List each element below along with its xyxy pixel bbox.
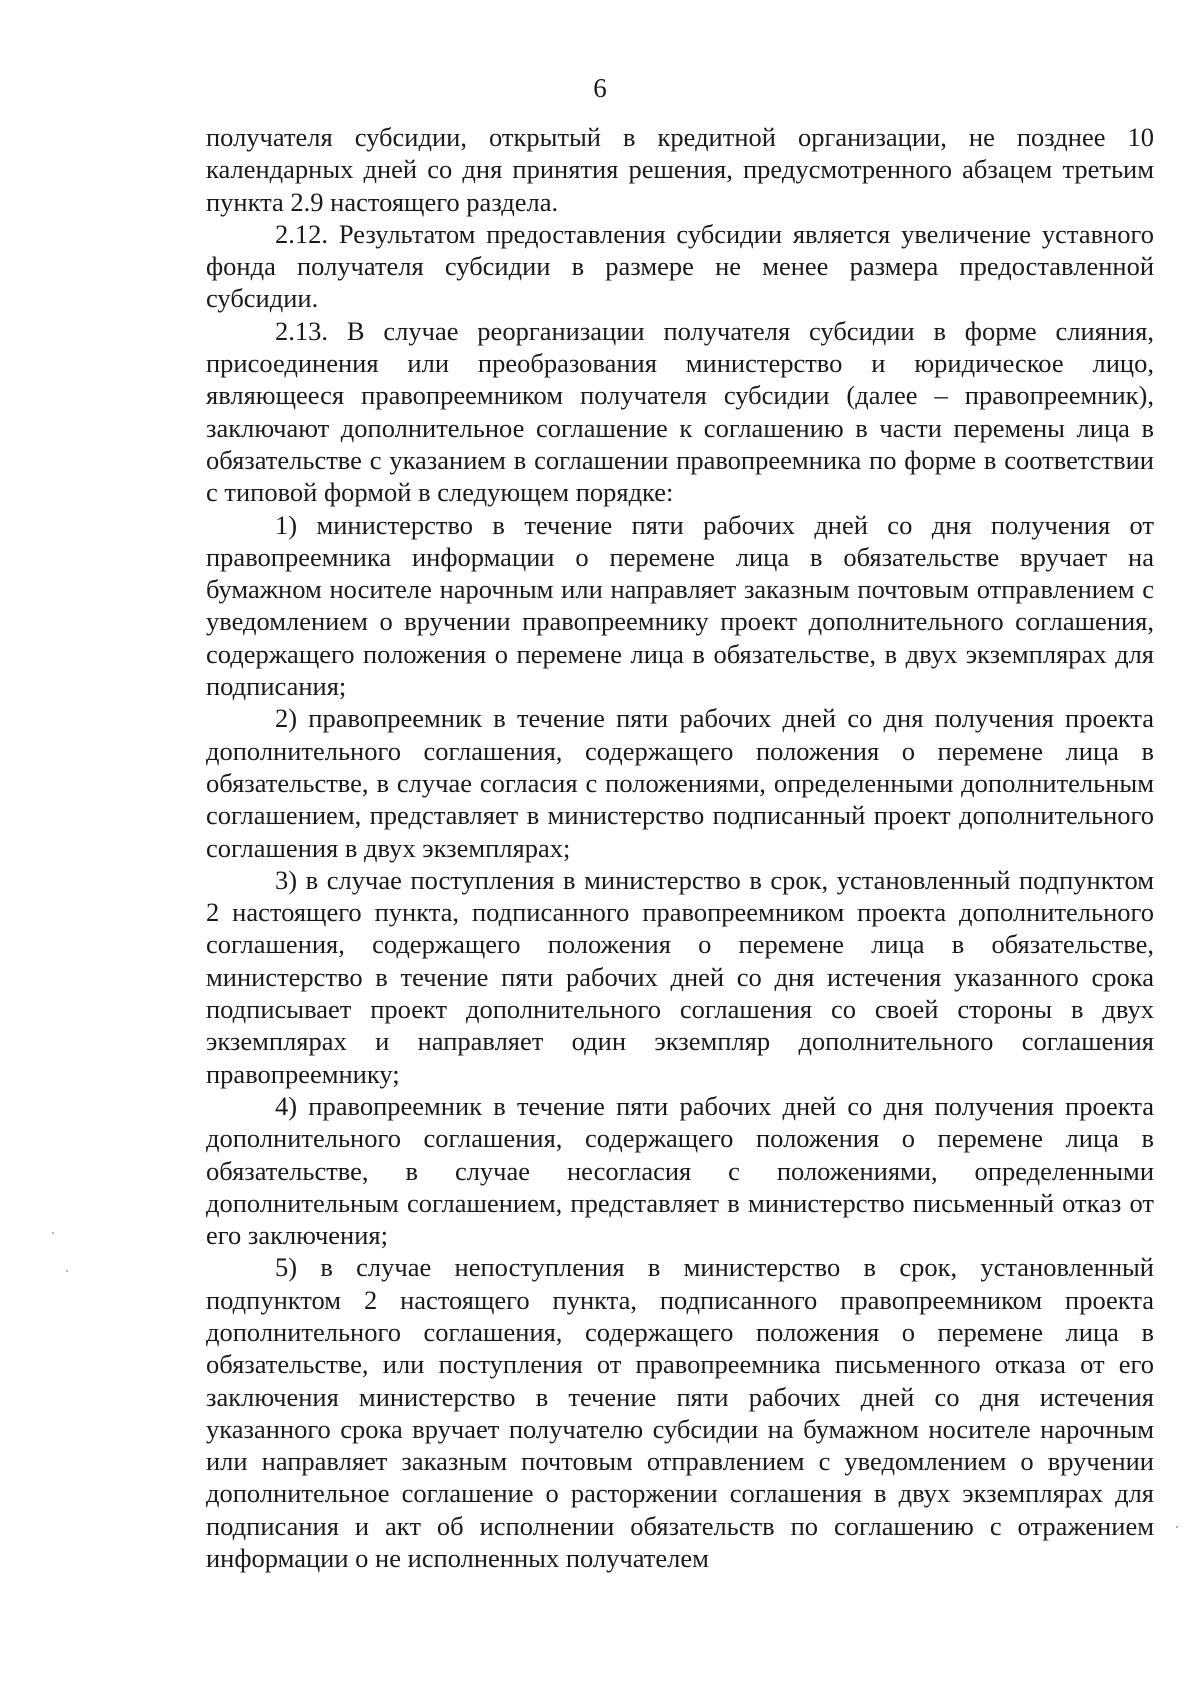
subparagraph-5: 5) в случае непоступления в министерство в срок, установленный подпунктом 2 настоящего пункта, подписанного правопреемником проекта дополнительного соглашения, содержащего положения о перемене лица в обязательстве, или поступления от правопреемника письменного отказа от его заключения министерство в течение пяти рабочих дней со дня истечения указанного срока вручает получателю субсидии на бумажном носителе нарочным или направляет заказным почтовым отправлением с уведомлением о вручении дополнительное соглашение о расторжении соглашения в двух экземплярах для подписания и акт об исполнении обязательств по соглашению с отражением информации о не исполненных получателем — [206, 1252, 1154, 1574]
document-body — [206, 121, 1154, 1574]
paragraph-continuation: получателя субсидии, открытый в кредитной организации, не позднее 10 календарных дней со дня принятия решения, предусмотренного абзацем третьим пункта 2.9 настоящего раздела. — [206, 122, 1154, 217]
scan-artifact — [66, 1270, 68, 1272]
paragraph-2-13: 2.13. В случае реорганизации получателя субсидии в форме слияния, присоединения или преобразования министерство и юридическое лицо, являющееся правопреемником получателя субсидии (далее – правопреемник), заключают дополнительное соглашение к соглашению в части перемены лица в обязательстве с указанием в соглашении правопреемника по форме в соответствии с типовой формой в следующем порядке: — [206, 315, 1154, 508]
page-number: 6 — [593, 73, 607, 103]
subparagraph-2: 2) правопреемник в течение пяти рабочих дней со дня получения проекта дополнительного соглашения, содержащего положения о перемене лица в обязательстве, в случае согласия с положениями, определенными дополнительным соглашением, представляет в министерство подписанный проект дополнительного соглашения в двух экземплярах; — [206, 703, 1154, 863]
scan-artifact — [1176, 1526, 1178, 1528]
subparagraph-3: 3) в случае поступления в министерство в срок, установленный подпунктом 2 настоящего пункта, подписанного правопреемником проекта дополнительного соглашения, содержащего положения о перемене лица в обязательстве, министерство в течение пяти рабочих дней со дня истечения указанного срока подписывает проект дополнительного соглашения со своей стороны в двух экземплярах и направляет один экземпляр дополнительного соглашения правопреемнику; — [206, 864, 1154, 1089]
paragraph-2-12: 2.12. Результатом предоставления субсидии является увеличение уставного фонда получателя субсидии в размере не менее размера предоставленной субсидии. — [206, 218, 1154, 314]
scan-artifact — [52, 1232, 54, 1234]
subparagraph-4: 4) правопреемник в течение пяти рабочих дней со дня получения проекта дополнительного соглашения, содержащего положения о перемене лица в обязательстве, в случае несогласия с положениями, определенными дополнительным соглашением, представляет в министерство письменный отказ от его заключения; — [206, 1090, 1154, 1251]
subparagraph-1: 1) министерство в течение пяти рабочих дней со дня получения от правопреемника информации о перемене лица в обязательстве вручает на бумажном носителе нарочным или направляет заказным почтовым отправлением с уведомлением о вручении правопреемнику проект дополнительного соглашения, содержащего положения о перемене лица в обязательстве, в двух экземплярах для подписания; — [206, 509, 1154, 702]
